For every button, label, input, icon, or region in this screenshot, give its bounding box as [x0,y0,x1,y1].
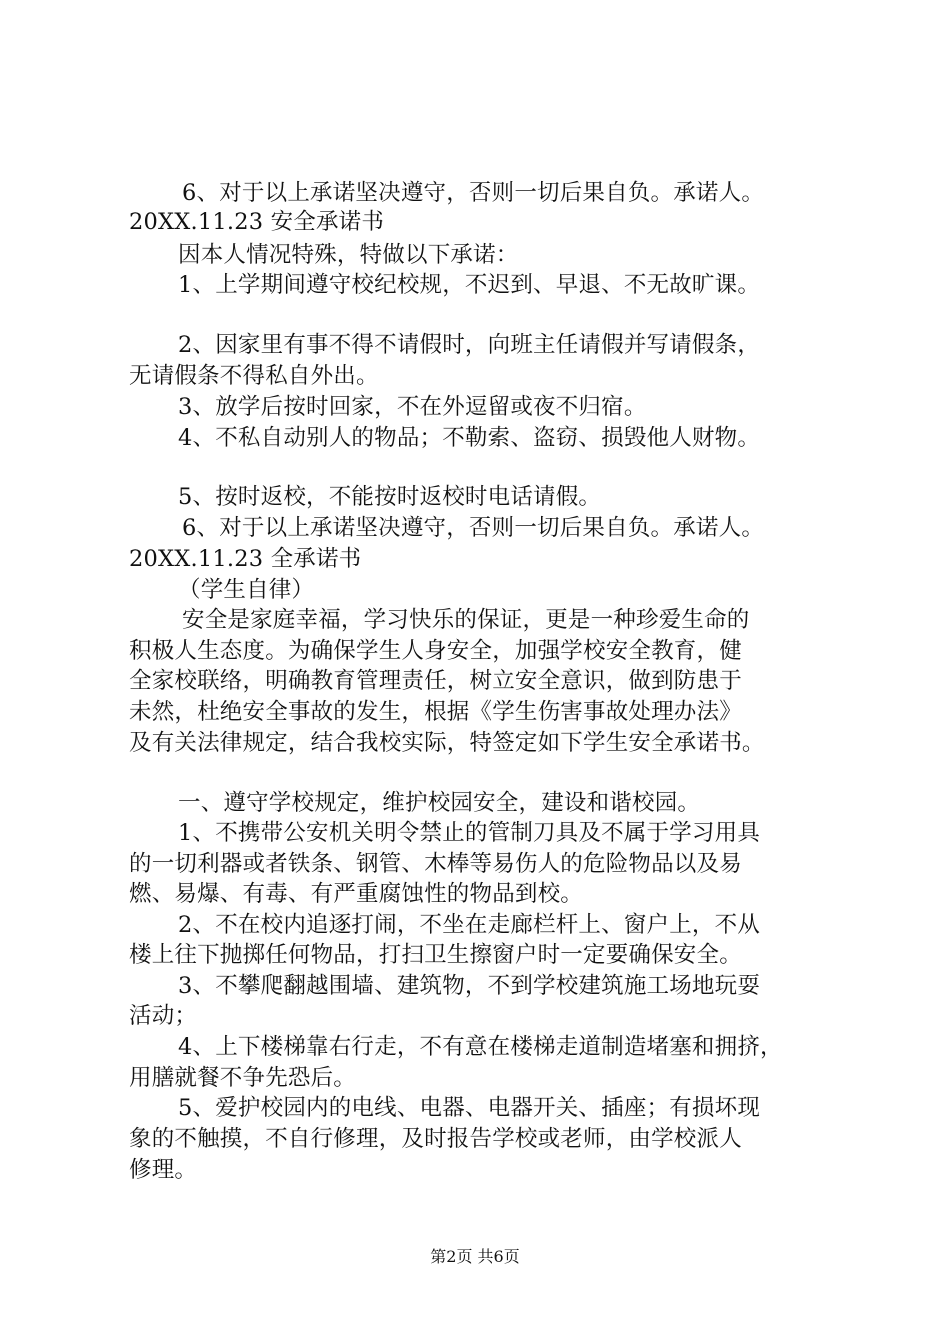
page-footer: 第2页 共6页 [430,1247,520,1266]
text-line: 无请假条不得私自外出。 [129,363,379,389]
text-line: 全家校联络，明确教育管理责任，树立安全意识，做到防患于 [129,668,742,694]
text-line: 3、不攀爬翻越围墙、建筑物，不到学校建筑施工场地玩耍 [178,973,761,999]
text-line: （学生自律） [178,577,315,603]
text-line: 修理。 [129,1157,198,1183]
text-line: 楼上往下抛掷任何物品，打扫卫生擦窗户时一定要确保安全。 [129,942,742,968]
text-line: 安全是家庭幸福，学习快乐的保证，更是一种珍爱生命的 [182,607,750,633]
text-line: 2、不在校内追逐打闹，不坐在走廊栏杆上、窗户上，不从 [178,912,761,938]
text-line: 的一切利器或者铁条、钢管、木棒等易伤人的危险物品以及易 [129,851,742,877]
text-line: 1、不携带公安机关明令禁止的管制刀具及不属于学习用具 [178,820,761,846]
text-line: 活动； [129,1003,198,1029]
text-line: 4、不私自动别人的物品；不勒索、盗窃、损毁他人财物。 [178,425,761,451]
text-line: 2、因家里有事不得不请假时，向班主任请假并写请假条， [178,332,761,358]
text-line: 20XX.11.23 安全承诺书 [129,209,385,235]
text-line: 象的不触摸，不自行修理，及时报告学校或老师，由学校派人 [129,1126,742,1152]
text-line: 6、对于以上承诺坚决遵守，否则一切后果自负。承诺人。 [182,180,765,206]
text-line: 积极人生态度。为确保学生人身安全，加强学校安全教育，健 [129,638,742,664]
text-line: 6、对于以上承诺坚决遵守，否则一切后果自负。承诺人。 [182,515,765,541]
text-line: 未然，杜绝安全事故的发生，根据《学生伤害事故处理办法》 [129,699,742,725]
text-line: 一、遵守学校规定，维护校园安全，建设和谐校园。 [178,790,701,816]
text-line: 5、按时返校，不能按时返校时电话请假。 [178,484,602,510]
text-line: 1、上学期间遵守校纪校规，不迟到、早退、不无故旷课。 [178,272,761,298]
text-line: 3、放学后按时回家，不在外逗留或夜不归宿。 [178,394,647,420]
text-line: 20XX.11.23 全承诺书 [129,546,362,572]
text-line: 4、上下楼梯靠右行走，不有意在楼梯走道制造堵塞和拥挤， [178,1034,783,1060]
text-line: 及有关法律规定，结合我校实际，特签定如下学生安全承诺书。 [129,730,765,756]
text-line: 因本人情况特殊，特做以下承诺： [178,242,519,268]
text-line: 用膳就餐不争先恐后。 [129,1065,357,1091]
text-line: 燃、易爆、有毒、有严重腐蚀性的物品到校。 [129,881,584,907]
text-line: 5、爱护校园内的电线、电器、电器开关、插座；有损坏现 [178,1095,761,1121]
